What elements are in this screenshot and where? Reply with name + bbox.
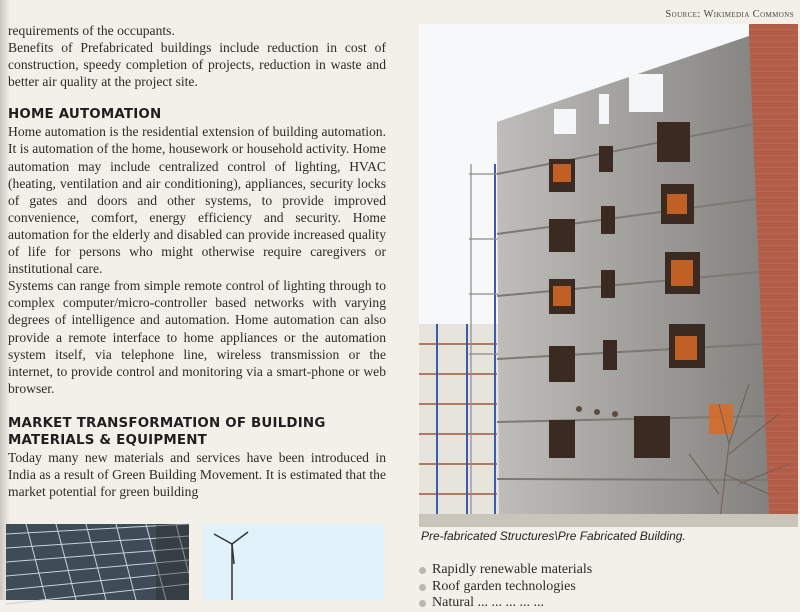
solar-panel-photo — [6, 524, 189, 600]
market-transformation-heading: MARKET TRANSFORMATION OF BUILDING MATERIALS & EQUIPMENT — [8, 415, 326, 448]
prefab-building-photo — [419, 24, 798, 527]
photo-caption: Pre-fabricated Structures\Pre Fabricated Building. — [421, 529, 686, 543]
home-automation-paragraph-1: Home automation is the residential extension of building automation. It is automation of the home, housework or household activity. Home automation may include centralized control of lighting, HVAC (heating, ventilation and air conditioning), appliances, security locks of gates and doors and other systems, to provide improved convenience, comfort, energy efficiency and security. Home automation for the elderly and disabled can provide increased quality of life for persons who might otherwise require caregivers or institutional care. — [8, 124, 386, 277]
home-automation-paragraph-2: Systems can range from simple remote control of lighting through to complex computer/micro-controller based networks with varying degrees of intelligence and automation. Home automation can also provide a remote interface to home appliances or the automation system itself, via telephone line, wireless transmission or the internet, to provide control and monitoring via a smart-phone or web browser. — [8, 278, 386, 396]
source-credit: Source: Wikimedia Commons — [665, 9, 794, 20]
market-transformation-paragraph: Today many new materials and services have been introduced in India as a result of Green Building Movement. It is estimated that the market potential for green building — [8, 449, 386, 500]
bullet-item: Roof garden technologies — [419, 579, 799, 596]
benefits-paragraph: Benefits of Prefabricated buildings include reduction in cost of construction, speedy completion of projects, reduction in waste and better air quality at the project site. — [8, 40, 386, 90]
feature-bullet-list — [419, 562, 799, 612]
bullet-item: Natural ... ... ... ... ... — [419, 595, 799, 612]
bullet-item: Rapidly renewable materials — [419, 562, 799, 579]
left-text-column — [8, 22, 386, 500]
wind-turbine-photo — [202, 524, 384, 600]
home-automation-heading: HOME AUTOMATION — [8, 107, 162, 123]
intro-paragraph: requirements of the occupants. — [8, 23, 175, 38]
